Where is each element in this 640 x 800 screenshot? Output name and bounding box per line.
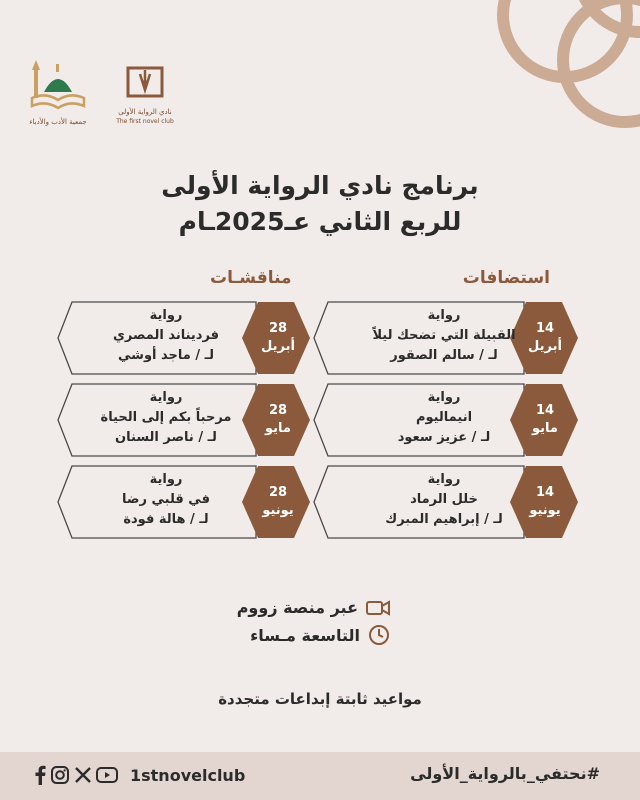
club-logo <box>100 60 190 126</box>
club-name-ar: نادي الرواية الأولى <box>118 108 172 116</box>
book-author: لـ / إبراهيم المبرك <box>385 512 503 527</box>
discussions-heading: مناقشـات <box>210 268 292 288</box>
discussion-card <box>56 464 312 540</box>
event-month: أبريل <box>261 339 295 354</box>
hosting-card <box>312 382 580 458</box>
event-day: 14 <box>535 485 555 500</box>
clock-icon <box>368 624 390 646</box>
book-author: لـ / عزيز سعود <box>397 430 491 445</box>
hashtag[interactable]: #نحتفي_بالرواية_الأولى <box>410 764 600 783</box>
book-author: لـ / هالة فودة <box>123 512 209 527</box>
youtube-icon[interactable] <box>96 766 118 784</box>
platform-text: عبر منصة زووم <box>236 598 358 617</box>
book-title: مرحباً بكم إلى الحياة <box>100 410 232 425</box>
event-type: رواية <box>427 472 461 487</box>
social-handle[interactable]: 1stnovelclub <box>130 765 246 785</box>
event-details <box>86 306 246 370</box>
decorative-rings <box>390 0 640 160</box>
time-info <box>250 624 390 646</box>
footer-bar <box>0 752 640 800</box>
book-title: في قلبي رضا <box>122 492 210 507</box>
page-title <box>0 168 640 240</box>
event-day: 14 <box>535 403 555 418</box>
book-pen-icon <box>122 60 168 104</box>
association-name: جمعية الأدب والأدباء <box>29 118 87 126</box>
book-author: لـ / ماجد أوشي <box>118 348 214 363</box>
hosting-card <box>312 300 580 376</box>
event-type: رواية <box>149 472 183 487</box>
book-title: خلل الرماد <box>410 492 478 507</box>
event-type: رواية <box>427 390 461 405</box>
event-details <box>364 388 524 452</box>
event-month: أبريل <box>528 339 562 354</box>
hosting-card <box>312 464 580 540</box>
mosque-book-icon <box>28 58 88 114</box>
social-links <box>34 765 245 785</box>
discussion-card <box>56 382 312 458</box>
association-logo <box>22 58 94 127</box>
event-day: 28 <box>268 485 288 500</box>
event-month: يونيو <box>529 503 561 518</box>
book-author: لـ / سالم الصقور <box>390 348 498 363</box>
event-details <box>364 306 524 370</box>
event-day: 14 <box>535 321 555 336</box>
event-type: رواية <box>427 308 461 323</box>
event-type: رواية <box>149 308 183 323</box>
event-date <box>244 464 312 540</box>
platform-info <box>237 598 390 617</box>
book-title: فرديناند المصري <box>112 328 220 343</box>
event-date <box>244 300 312 376</box>
instagram-icon[interactable] <box>50 765 70 785</box>
event-details <box>364 470 524 534</box>
title-line-2: للربع الثاني عـ2025ـام <box>178 207 462 236</box>
video-camera-icon <box>366 599 390 617</box>
time-text: التاسعة مـساء <box>250 625 360 645</box>
book-title: القبيلة التي تضحك ليلاً <box>372 328 516 343</box>
event-date <box>244 382 312 458</box>
event-month: يونيو <box>262 503 294 518</box>
book-title: انيماليوم <box>415 410 473 425</box>
club-name-en: The first novel club <box>116 118 174 125</box>
event-details <box>86 388 246 452</box>
event-day: 28 <box>268 403 288 418</box>
hosting-heading: استضافات <box>462 268 550 288</box>
event-month: مايو <box>532 421 558 436</box>
facebook-icon[interactable] <box>34 765 46 785</box>
x-icon[interactable] <box>74 766 92 784</box>
event-day: 28 <box>268 321 288 336</box>
event-type: رواية <box>149 390 183 405</box>
discussion-card <box>56 300 312 376</box>
title-line-1: برنامج نادي الرواية الأولى <box>161 171 479 200</box>
book-author: لـ / ناصر السنان <box>115 430 217 445</box>
event-details <box>86 470 246 534</box>
event-month: مايو <box>265 421 291 436</box>
tagline: مواعيد ثابتة إبداعات متجددة <box>218 690 422 708</box>
